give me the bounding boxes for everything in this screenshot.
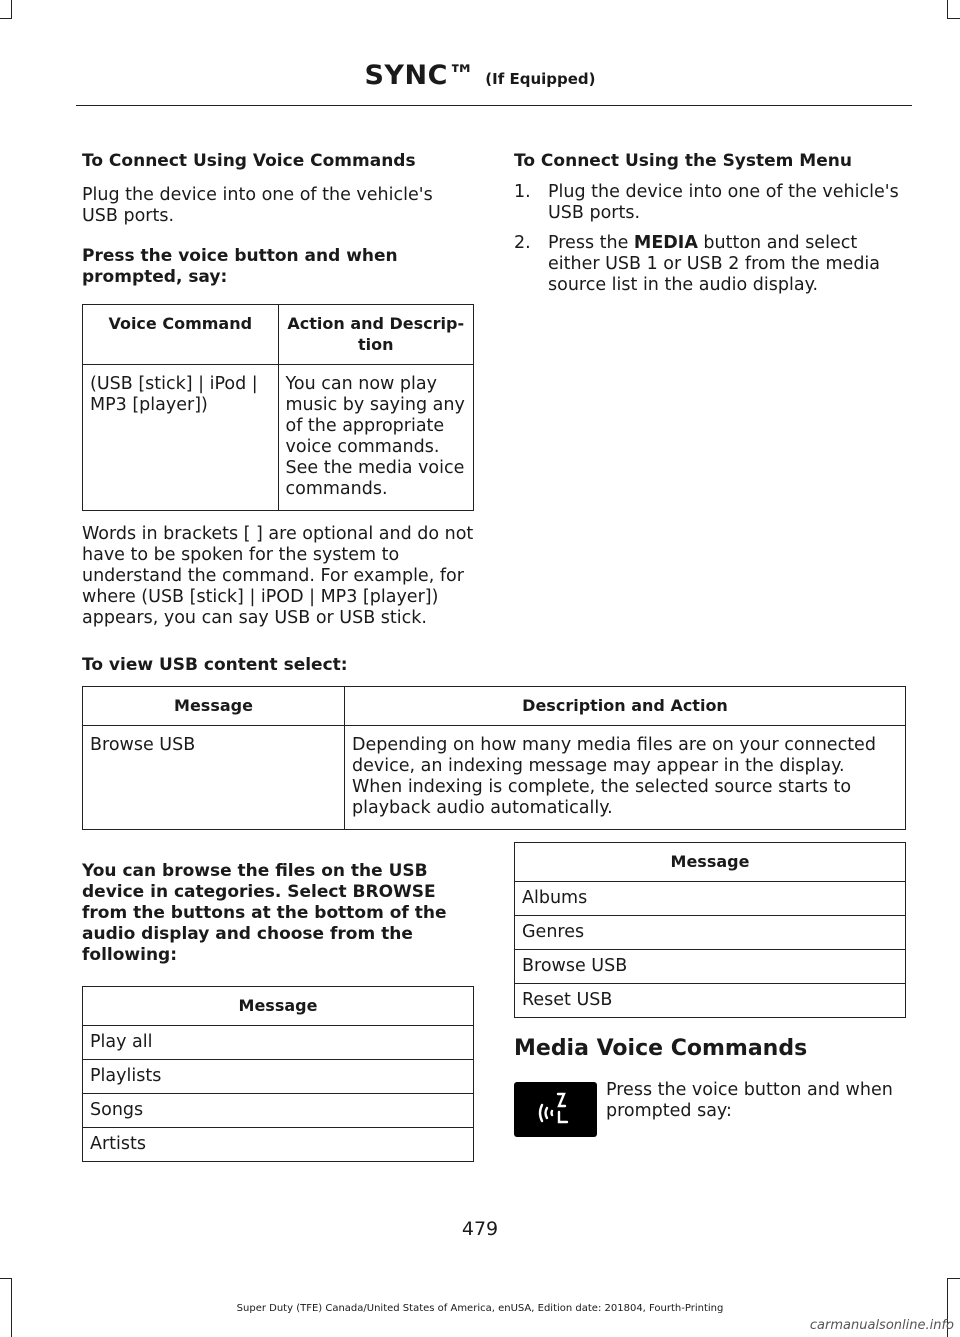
table-cell: Browse USB [83, 726, 345, 830]
step-text: Plug the device into one of the vehicle's USB ports. [548, 182, 899, 223]
step-number: 2. [514, 233, 531, 253]
usb-content-table [82, 686, 906, 830]
table-header: Message [83, 687, 345, 726]
table-cell: Play all [83, 1026, 474, 1060]
media-voice-text: Press the voice button and when prompted say: [606, 1080, 893, 1121]
table-cell: Artists [83, 1128, 474, 1162]
crop-mark [947, 0, 948, 18]
table-header: Voice Command [83, 305, 279, 365]
table-row [83, 1026, 474, 1060]
header-title: SYNC™ [364, 60, 476, 91]
table-row [83, 1060, 474, 1094]
table-cell: Depending on how many media files are on your connected device, an indexing message may appear in the display. When indexing is complete, the selected source starts to playback audio automatically. [345, 726, 906, 830]
voice-command-icon-glyph [514, 1082, 597, 1137]
table-cell: Browse USB [515, 950, 906, 984]
connect-menu-heading: To Connect Using the System Menu [514, 151, 852, 171]
table-row [83, 726, 906, 830]
press-voice-lead: Press the voice button and when prompted, say: [82, 246, 398, 287]
step-text-pre: Press the [548, 233, 634, 253]
browse-section-continued [514, 842, 906, 1062]
table-header: Message [515, 843, 906, 882]
connect-steps [514, 182, 906, 296]
media-button-label: MEDIA [633, 233, 698, 253]
header-subtitle: (If Equipped) [485, 70, 596, 88]
page-header [0, 60, 960, 91]
table-cell: Albums [515, 882, 906, 916]
voice-command-icon [514, 1082, 597, 1137]
browse-lead: You can browse the files on the USB device in categories. Select BROWSE from the buttons at the bottom of the audio display and choose from the following: [82, 861, 447, 965]
table-header: Message [83, 987, 474, 1026]
voice-command-table [82, 304, 474, 511]
table-row [83, 1094, 474, 1128]
plug-text: Plug the device into one of the vehicle's USB ports. [82, 185, 433, 226]
connect-menu-section [514, 150, 906, 296]
crop-mark [947, 1278, 960, 1279]
table-cell: Reset USB [515, 984, 906, 1018]
table-cell: Playlists [83, 1060, 474, 1094]
usb-content-section [82, 655, 906, 830]
crop-mark [947, 18, 960, 19]
table-row [515, 916, 906, 950]
table-cell: Songs [83, 1094, 474, 1128]
page-number: 479 [461, 1218, 499, 1240]
media-voice-heading: Media Voice Commands [514, 1036, 808, 1061]
table-cell: Genres [515, 916, 906, 950]
header-rule [76, 105, 912, 106]
browse-section [82, 861, 474, 1162]
browse-table-left [82, 986, 474, 1162]
table-row [515, 950, 906, 984]
table-row [515, 984, 906, 1018]
crop-mark [11, 0, 12, 18]
crop-mark [0, 18, 12, 19]
usb-content-lead: To view USB content select: [82, 655, 348, 675]
list-item [514, 233, 906, 296]
browse-table-right [514, 842, 906, 1018]
table-row [515, 882, 906, 916]
table-cell: You can now play music by saying any of the appropriate voice commands. See the media voice commands. [278, 365, 474, 511]
connect-voice-section [82, 150, 474, 629]
connect-voice-heading: To Connect Using Voice Commands [82, 151, 416, 171]
step-number: 1. [514, 182, 531, 202]
list-item [514, 182, 906, 224]
table-header: Description and Action [345, 687, 906, 726]
table-row [83, 1128, 474, 1162]
edition-footer: Super Duty (TFE) Canada/United States of America, enUSA, Edition date: 201804, Fourth-Printing [236, 1303, 724, 1314]
brackets-note: Words in brackets [ ] are optional and do not have to be spoken for the system to understand the command. For example, for where (USB [stick] | iPOD | MP3 [player]) appears, you can say USB or USB stick. [82, 524, 474, 628]
watermark: carmanualsonline.info [809, 1318, 954, 1333]
table-cell: (USB [stick] | iPod | MP3 [player]) [83, 365, 279, 511]
table-row [83, 365, 474, 511]
step-text-post: button and select either USB 1 or USB 2 from the media source list in the audio display. [548, 233, 881, 295]
table-header: Action and Descrip-tion [278, 305, 474, 365]
